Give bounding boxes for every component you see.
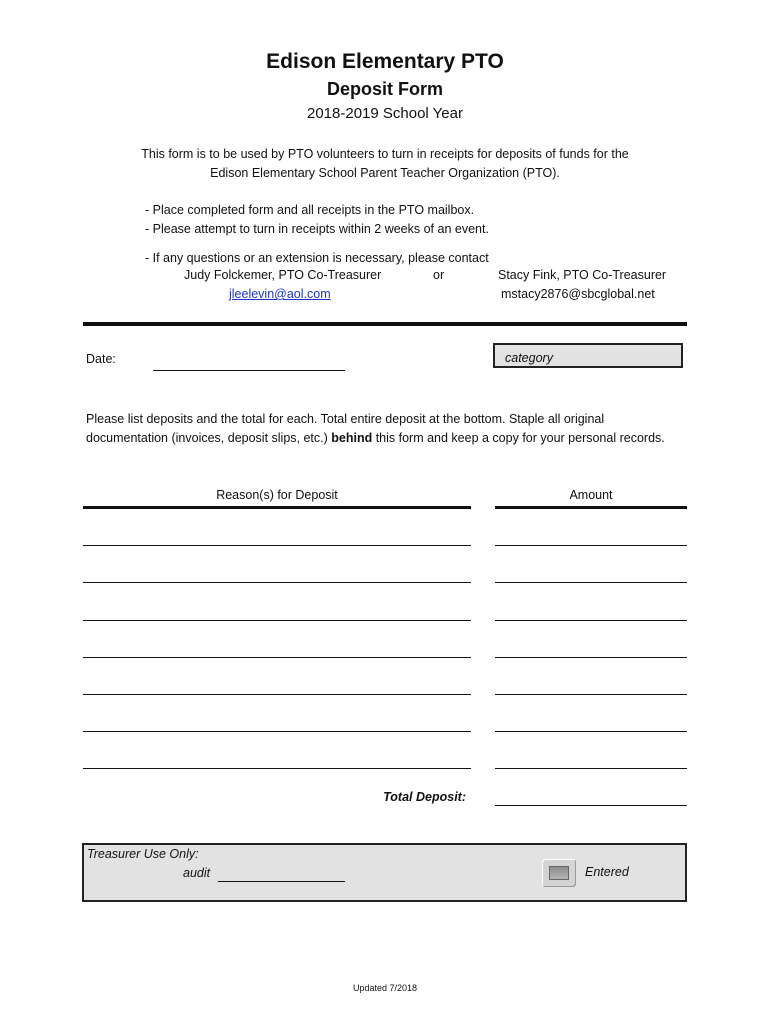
intro-line-2: Edison Elementary School Parent Teacher Organization (PTO). <box>210 166 560 180</box>
date-field[interactable] <box>153 370 345 371</box>
amount-entry-line[interactable] <box>495 582 687 583</box>
reason-entry-line[interactable] <box>83 768 471 769</box>
instruction-two-weeks: - Please attempt to turn in receipts within 2 weeks of an event. <box>145 222 489 236</box>
amount-entry-line[interactable] <box>495 657 687 658</box>
total-deposit-label: Total Deposit: <box>383 790 466 804</box>
audit-label: audit <box>183 866 211 880</box>
instructions-text-b: this form and keep a copy for your personal records. <box>372 431 665 445</box>
contact-judy-email-link[interactable]: jleelevin@aol.com <box>229 287 331 301</box>
intro-text <box>0 145 770 183</box>
date-label: Date: <box>86 352 116 366</box>
entered-checkbox-button[interactable] <box>542 859 576 887</box>
treasurer-heading: Treasurer Use Only: <box>87 847 199 861</box>
reason-entry-line[interactable] <box>83 620 471 621</box>
amount-entry-line[interactable] <box>495 694 687 695</box>
section-divider <box>83 322 687 326</box>
deposit-instructions-line-2 <box>86 429 726 448</box>
deposit-instructions <box>86 410 726 448</box>
column-header-reason: Reason(s) for Deposit <box>216 488 338 502</box>
intro-line-1: This form is to be used by PTO volunteers to turn in receipts for deposits of funds for the <box>141 147 629 161</box>
updated-note: Updated 7/2018 <box>352 983 418 993</box>
total-deposit-field[interactable] <box>495 805 687 806</box>
entered-label: Entered <box>585 865 629 879</box>
button-face-icon <box>549 866 569 880</box>
reason-entry-line[interactable] <box>83 545 471 546</box>
reason-entry-line[interactable] <box>83 582 471 583</box>
contact-stacy-name: Stacy Fink, PTO Co-Treasurer <box>498 268 667 282</box>
amount-entry-line[interactable] <box>495 768 687 769</box>
category-field[interactable]: category <box>493 343 683 368</box>
amount-entry-line[interactable] <box>495 731 687 732</box>
form-title: Edison Elementary PTO <box>266 50 504 73</box>
reason-entry-line[interactable] <box>83 657 471 658</box>
amount-entry-line[interactable] <box>495 545 687 546</box>
instructions-emphasis: behind <box>331 431 373 445</box>
instruction-mailbox: - Place completed form and all receipts in the PTO mailbox. <box>145 203 475 217</box>
contact-judy-name: Judy Folckemer, PTO Co-Treasurer <box>184 268 382 282</box>
form-subtitle: Deposit Form <box>326 79 443 99</box>
audit-field[interactable] <box>218 881 345 882</box>
reason-entry-line[interactable] <box>83 694 471 695</box>
contact-stacy-email: mstacy2876@sbcglobal.net <box>501 287 655 301</box>
instruction-contact: - If any questions or an extension is necessary, please contact <box>145 251 489 265</box>
deposit-instructions-line-1: Please list deposits and the total for each. Total entire deposit at the bottom. Staple all original <box>86 412 605 426</box>
reason-header-rule <box>83 506 471 509</box>
amount-header-rule <box>495 506 687 509</box>
instructions-text-a: documentation (invoices, deposit slips, etc.) <box>86 431 332 445</box>
contact-or: or <box>433 268 445 282</box>
amount-entry-line[interactable] <box>495 620 687 621</box>
column-header-amount: Amount <box>569 488 613 502</box>
school-year: 2018-2019 School Year <box>307 105 463 122</box>
reason-entry-line[interactable] <box>83 731 471 732</box>
